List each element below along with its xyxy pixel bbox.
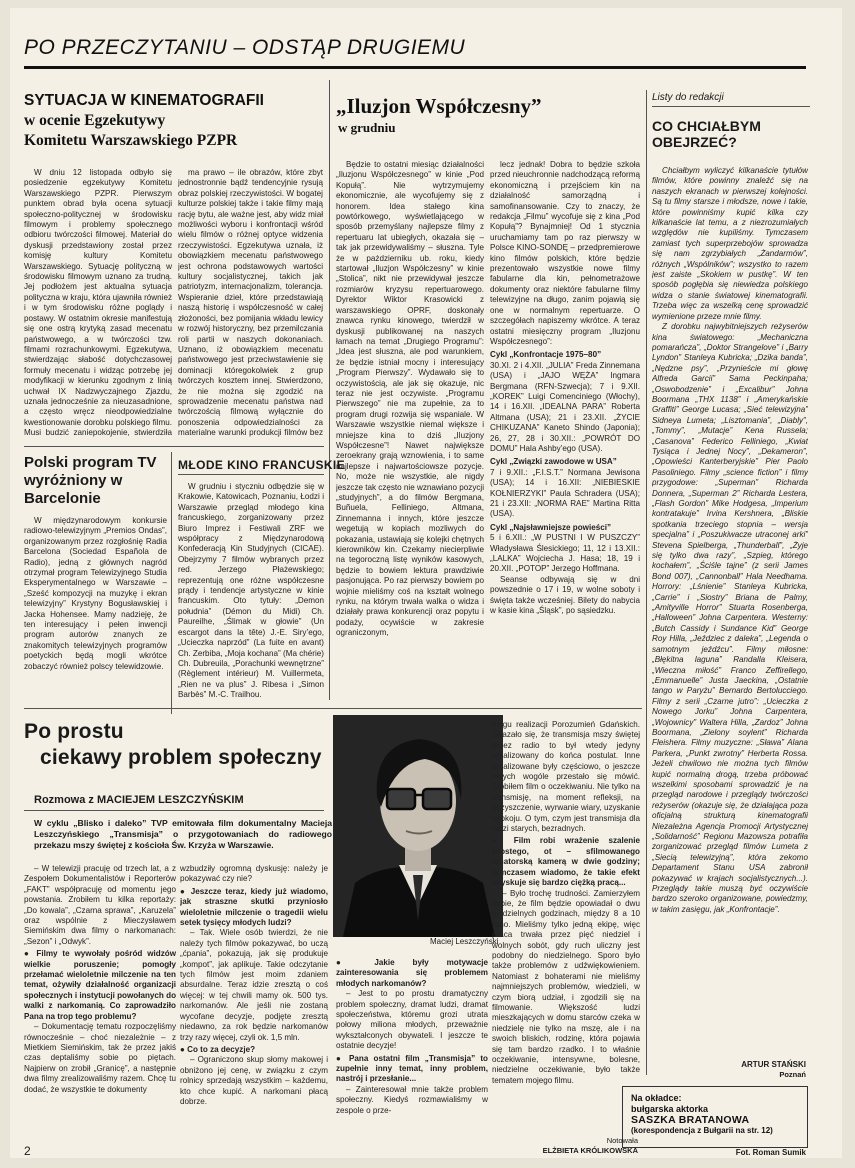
polski-title: Polski program TV wyróżniony w Barcelonie xyxy=(24,454,157,507)
interview-title: Po prostu xyxy=(24,720,124,743)
column-divider xyxy=(171,452,172,714)
caption-line: (korespondencja z Bułgarii na str. 12) xyxy=(631,1126,773,1135)
caption-actress-name: SASZKA BRATANOWA xyxy=(631,1114,750,1126)
kino-subtitle: Komitetu Warszawskiego PZPR xyxy=(24,132,238,149)
kino-column-1: W dniu 12 listopada odbyło się posiedzenie egzekutywy Komitetu Warszawskiego PZPR. Pierwszym punktem obrad była ocena sytuacji społeczno-politycznej w środowisku filmowym i problemy społecznego odbioru twórczości filmowej. Materiał do dyskusji przedstawiony został przez komisję kultury Komitetu Warszawskiego. Sytuację polityczną w środowisku filmowym uznano za trudną. Jej podłożem jest aktualna sytuacja polityczna w kraju, która ujawniła również i w tym środowisku różne poglądy i postawy. W ostatnim okresie manifestują się one ostrą krytyką zasad mecenatu państwowego, a w twórczości tzw. filmami rozrachunkowymi. Egzekutywa, stwierdzając słabość dotychczasowej formuły mecenatu i widząc potrzebę jej modyfikacji w kierunku zgodnym z linią uchwał IX Nadzwyczajnego Zjazdu, uznała jednocześnie za nieuzasadnione, a często wręcz nieodpowiedzialne kwestionowanie dorobku polskiego filmu. Musi budzić zaniepokojenie, stwierdziła xyxy=(24,168,172,438)
polski-text: W międzynarodowym konkursie radiowo-telewizyjnym „Premios Ondas”, organizowanym przez rozgłośnię Radia Barcelona (Sociedad Española de Radio), jedną z głównych nagród otrzymał program Telewizyjnego Studia Eksperymentalnego w Warszawie – „Sześć kompozycji na muzykę i ekran telewizyjny” Krystyny Bogusławskiej i Jacka Hohensee. Mamy nadzieję, że ten interesujący i pełen inwencji program autorów znanych ze znakomitych telewizyjnych programów poetyckich będą mogli wkrótce zobaczyć również polscy telewidzowie. xyxy=(24,516,167,671)
interview-title: ciekawy problem społeczny xyxy=(40,746,322,769)
listy-author: ARTUR STAŃSKI xyxy=(741,1060,806,1069)
interview-column-3: ● Jakie były motywacje zainteresowania się problemem młodych narkomanów? – Jest to po prostu dramatyczny problem społeczny, dramat ludzi, dramat społeczeństwa, któremu grozi utrata połowy miliona młodych, przeważnie wykształconych obywateli. I jeszcze te ostatnie decyzje! ● Pana ostatni film „Transmisja” to zupełnie inny temat, inny problem, nastrój i przesłanie... – Zainteresował mnie także problem społeczny. Kiedyś rozmawialiśmy w zespole o prze- xyxy=(336,956,488,1152)
caption-line: Na okładce: xyxy=(631,1093,682,1103)
listy-title: CO CHCIAŁBYM OBEJRZEĆ? xyxy=(652,118,761,150)
listy-label: Listy do redakcji xyxy=(652,92,724,103)
caption-line: bułgarska aktorka xyxy=(631,1104,709,1114)
listy-text: Chciałbym wyliczyć kilkanaście tytułów filmów, które powinny znaleźć się na naszych ekranach w pierwszej kolejności. Są tu filmy starsze i młodsze, nowe i takie, które powinniśmy kupić kilka czy kilkanaście lat temu, a z niezrozumiałych względów nie kupiliśmy. Tymczasem zamiast tych superprzebojów sprowadza się nam zgrzybiałych „Żandarmów”, różnych „Wspólników”; wszystko to razem jest zaiste „Skokiem w pustkę”. W ten sposób pogłębia się niewiedza polskiego widza o stanie światowej kinematografii. Trzeba więc za wszelką cenę sprowadzić wymienione przeze mnie filmy. Z dorobku najwybitniejszych reżyserów kina światowego: „Mechaniczna pomarańcza”, „Doktor Strangelove” i „Barry Lyndon” Stanleya Kubricka; „Dzika banda”, „Nędzne psy”, „Przynieście mi głowę Alfreda Garcii” Sama Peckinpaha; „Oswobodzenie” i „Excalibur” Johna Boormana „THX 1138” i „Amerykańskie Graffiti” George Lucasa; „Sieć telewizyjna” Sidneya Lumeta; „Lisztomania”, „Diably”, „Tommy”, „Mutacje” Kena Russela; „Casanova” Federico Felliniego, „Kwiat Tysiąca i Jednej Nocy”, „Dekameron”, „Opowieści Kanterberyjskie” Pier Paolo Pasoliniego. Filmy „science fiction” i filmy przygodowe: „Superman” Richarda Donnera, „Superman 2” Richarda Lestera, „Flash Gordon” Mike Hodgesa, „Imperium kontratakuje” Irvina Kershnera, „Bliskie spotkania trzeciego stopnia – wersja specjalna” i „Poszukiwacze utraconej arki” Stevena Spielberga, „Thunderball”, „Żyje się tylko dwa razy”, „Szpieg, którego kochałem”, „Ściśle tajne” (z serii James Bond 007), „Cannonball” Hala Needhama. Horrory: „Lśnienie” Stanleya Kubricka, „Carrie” i „Siostry” Briana de Palmy, „Amityville Horror” Stuarta Rosenberga, „Halloween” Johna Carpentera. Westerny: „Butch Cassidy i Sundance Kid” George Roy Hilla, „Jeździec z daleka”, „Legenda o samotnym jeźdźcu”. Filmy miłosne: „Błękitna laguna” Randalla Kleisera, „Wieczna miłość” Franco Zeffirellego, „Emmanuelle” Justa Jaeckina, „Ostatnie tango w Paryżu” Bernardo Bertolucciego. Filmy z serii „Czarne jutro”: „Ucieczka z Nowego Jorku” Johna Carpentera, „Wojownicy” Waltera Hilla, „Zardoz” Johna Boormana, „Zielony soylent” Richarda Fleishera. Filmy muzyczne: „Sława” Alana Parkera, „Punkt zwrotny” Herberta Rossa. Jeżeli chwilowo nie można tych filmów kupić normalną drogą, trzeba próbować wszelkimi sposobami sprowadzić je na przegląd narodowe i przeglądy twórczości reżyserów (okazuje się, że działająca poza oficjalną strukturą kinematografii Niezależna Agencja Promocji Artystycznej „Solidarność” Regionu Mazowsza potrafiła zorganizować przegląd filmów Lumeta z „Siecią telewizyjną”, która zekomo Departament Stanu USA zabronił pokazywać w krajach socjalistycznych...). Przeglądy takie muszą być oczywiście bardzo szeroko organizowane, powiedzmy, w takim zasięgu, jak „Konfrontacje”. xyxy=(652,166,808,914)
kino-column-2: ma prawo – ile obrazów, które zbyt jednostronnie bądź tendencyjnie rysują obraz polskiej rzeczywistości. W bogatej kulturze polskiej także i takie filmy mają rację bytu, ale ważne jest, aby widz miał możliwości wyboru i konfrontacji wśród wielu filmów o różnej optyce widzenia rzeczywistości. Egzekutywa uznała, iż obowiązkiem mecenatu państwowego jest ochrona podstawowych wartości kultury socjalistycznej, takich jak patriotyzm, internacjonalizm, tolerancja. Wspieranie dzieł, które przedstawiają naszą historię i współczesność w całej złożoności, bez pomijania wkładu lewicy w rozwój historyczny, bez przemilczania roli partii w naszych dokonaniach. Uznano, iż obowiązkiem mecenatu państwowego jest przeciwstawienie się dominacji któregokolwiek z grup twórczych kosztem innej. Stwierdzono, że nie można się zgodzić na sprowadzenie mecenatu państwa nad twórczością filmową wyłącznie do ponoszenia odpowiedzialności za materialne warunki produkcji filmów bez xyxy=(178,168,323,438)
page-header-title: PO PRZECZYTANIU – ODSTĄP DRUGIEMU xyxy=(24,36,466,59)
notowala-author: ELŻBIETA KRÓLIKOWSKA xyxy=(542,1146,638,1155)
listy-city: Poznań xyxy=(779,1070,806,1079)
caption-photo-credit: Fot. Roman Sumik xyxy=(735,1148,806,1157)
listy-divider xyxy=(652,106,810,107)
interview-column-2: wzbudziły ogromną dyskusję: należy je pokazywać czy nie? ● Jeszcze teraz, kiedy już wiadomo, jak straszne skutki przyniosło wieloletnie milczenie o tragedii wielu setek tysięcy młodych ludzi? – Tak. Wiele osób twierdzi, że nie należy tych filmów pokazywać, bo uczą „ćpania”, pokazują, jak się produkuje „kompot”, jak aplikuje. Takie odczytanie tych filmów jest moim zdaniem absurdalne. Teraz idzie zresztą o coś więcej: w tej chwili mamy ok. 500 tys. narkomanów. Ale jeśli nie zostaną wycofane decyzje, podjęte zresztą niedawno, za rok będzie narkomanów trzy razy więcej, czyli ok. 1,5 mln. ● Co to za decyzje? – Ograniczono skup słomy makowej i obniżono jej cenę, w związku z czym rolnicy sprzedają wszystkim – każdemu, kto chce kupić. A narkomani płacą dobrze. xyxy=(180,864,328,1154)
section-divider xyxy=(178,474,324,475)
mlode-title: MŁODE KINO FRANCUSKIE xyxy=(178,458,346,472)
kino-subtitle: w ocenie Egzekutywy xyxy=(24,112,166,129)
column-divider xyxy=(329,80,330,700)
page-number: 2 xyxy=(24,1144,31,1158)
mlode-text: W grudniu i styczniu odbędzie się w Krakowie, Katowicach, Poznaniu, Łodzi i Warszawie przegląd młodego kina francuskiego, zorganizowany przez Biuro Imprez i Festiwali ZRF we współpracy z Międzynarodową Konfederacją Kin Studyjnych (CICAE). Obejrzymy 7 filmów wybranych przez red. Jerzego Płażewskiego; reprezentują one różne współczesne prądy i tendencje artystyczne w kinie francuskim. Oto tytuły: „Demon południa” (Démon du Midi) Ch. Paureilhe, „Ślimak w głowie” (Un escargot dans la tête) J.-E. Siry’ego, „Ucieczka naprzód” (La fuite en avant) Ch. Zerbiba, „Moja kochana” (Ma chérie) Ch. Dubreuila, „Porachunki wewnętrzne” (Règlement intérieur) M. Vuillermeta, „Rien ne va plus” J. Ribesa i „Simon Barbès” M.-C. Trailhou. xyxy=(178,482,324,700)
section-divider xyxy=(24,446,324,447)
iluzjon-column-1: Będzie to ostatni miesiąc działalności „Iluzjonu Współczesnego” w kinie „Pod Kopułą”. Nie wytrzymujemy ekonomicznie, ale wycofujemy się z honorem. Idea stałego kina powtórkowego, wyświetlającego w sposób przemyślany najlepsze filmy z repertuaru lat ubiegłych, okazała się – tak jak przewidywaliśmy – słuszna. Tyle że w pażdzierniku ub. roku, kiedy startował „Iluzjon Współczesny” w kinie „Stolica”, nikt nie przewidywał jeszcze rozmiarów kryzysu repertuarowego. Dyrektor Wiktor Krasowicki z warszawskiego OPRF, doskonały znawca rynku kinowego, twierdził w dyskusji publikowanej na naszych łamach na temat „Drugiego Programu”: „Idea jest słuszna, ale pod warunkiem, że będzie istniał mocny i interesujący „Program Pierwszy”. Wydawało się to oczywistością, ale jak się okazuje, nic teraz nie jest oczywiste. „Programu Pierwszego” nie ma zupełnie, za to program drugi rozwija się wspaniale. W Warszawie wszystkie niemal większe i mniejsze kina to dziś „Iluzjony Współczesne”! Nawet największe zeroekrany grają wznowienia, i to same najlepsze i najwartościowsze pozycje. No, może nie wszystkie, ale nigdy jeszcze tak często nie wznawiano pozycji „studyjnych”, a do filmów Bergmana, Buñuela, Felliniego, Altmana, Zinnemanna i innych, które jeszcze wegetują w kopiach mozliwych do pokazania, ustawiają się kolejki chętnych kierowników kin. Czekamy niecierpliwie na tegoroczną listę wyników kasowych, będzie to bowiem lektura prawdziwie pasjonująca. Po raz pierwszy bowiem po wojnie mieliśmy coś na kształt wolnego rynku, na którym trwała walka o widza i działały prawa konkurencji oraz popytu i podaży, ocywiście w zakresie ograniczonym, xyxy=(336,160,484,638)
interview-column-1: – W telewizji pracuję od trzech lat, a z Zespołem Dokumentalistów i Reporterów „FAKT” współpracuję od momentu jego powstania. Zrobiłem tu kilka reportaży: „Do kowala”, „Czarna sprawa”, „Karuzela” oraz wspólnie z Mieczysławem Siemińskim dwa filmy o narkomanach: „Sezon” i „Odwyk”. ● Filmy te wywołały pośród widzów wielkie poruszenie; pomogły przełamać wieloletnie milczenie na ten temat, ożywiły działalność organizacji społecznych i instytucji powołanych do walki z narkomanią. Co zaprowadziło Pana na trop tego problemu? – Dokumentację tematu rozpoczęliśmy równocześnie – choć niezależnie – z Mietkiem Siemińskim, tak że przez jakiś czas deptaliśmy sobie po piętach. Najpierw on zrobił „Granicę”, a następnie dwa filmy zrealizowaliśmy razem. Chcę tu dodać, że wszystkie te dokumenty xyxy=(24,864,176,1154)
section-divider xyxy=(24,810,324,811)
section-divider xyxy=(24,708,642,709)
interview-column-4: biegu realizacji Porozumień Gdańskich. Okazało się, że transmisja mszy świętej przez radio to był wtedy jedyny zrealizowany do końca postulat. Inne zrealizowane były częściowo, o jeszcze innych wogóle przestało się mówić. Zrobiłem film o oczekiwaniu. Nie tylko na transmisję, na moment refleksji, na oczyszczenie, wyrwanie wiary, uzyskanie spokoju. O tym, czym jest transmisja dla ludzi starych, bezradnych. ● Film robi wrażenie szalenie prostego, ot – sfilmowanego amatorską kamerą w dwie godziny; tymczasem wiadomo, że takie efekt uzyskuje się bardzo ciężką pracą... – Było trochę trudności. Zamierzyłem sobie, że film będzie opowiadał o dwu niedzielnych godzinach, między 8 a 10 rano. Mieliśmy tylko jedną ekipę, więc praca trwała przez pięć niedziel i wolnych sobót, gdy ruch uliczny jest podobny do niedzielnego. Sporo było także problemów z udźwiękowieniem. Natomiast z bohaterami nie mieliśmy najmniejszych problemów, wiedzieli, w czym biorą udział, i zgodzili się na filmowanie. Większość ludzi mieszkających w domu starców czeka w niedzielę nie tylko na mszę, ale i na swoich bliskich, rodzinę, która pojawia się tam bardzo rzadko. I to właśnie oczekiwanie, intensywne, bolesne, niedzielne oczekiwanie, było także tematem mojego filmu. xyxy=(492,720,640,1132)
interview-lead: W cyklu „Blisko i daleko” TVP emitowała film dokumentalny Macieja Leszczyńskiego „Transmisja” o przygotowaniach do radiowego przekazu mszy świętej z kościoła Św. Krzyża w Warszawie. xyxy=(34,818,332,850)
cover-caption-box xyxy=(622,1086,808,1148)
header-rule xyxy=(24,66,806,69)
photo-caption: Maciej Leszczyński xyxy=(430,937,499,946)
iluzjon-title: „Iluzjon Współczesny” xyxy=(336,94,542,118)
iluzjon-column-2: lecz jednak! Dobra to będzie szkoła przed nieuchronnie nadchodzącą reformą ekonomiczną i przejściem kin na działalność samorządną i samofinansowanie. Czy to znaczy, że redakcja „Filmu” wycofuje się z kina „Pod Kopułą”? Bynajmniej! Od 1 stycznia uruchamiamy tam po raz pierwszy w Polsce KINO-SONDĘ – przedpremierowe kino filmów polskich, które będzie prezentowało wszystkie nowe filmy fabularne dla kin, pełnometrażowe dokumenty oraz niektóre fabularne filmy telewizyjne na długo, zanim pojawią się one w normalnym repertuarze. O szczegółach napiszemy wkrótce. A teraz ostatni miesięczny program „Iluzjonu Współczesnego”: Cykl „Konfrontacje 1975–80” 30.XI. 2 i 4.XII. „JULIA” Freda Zinnemana (USA) i „JAJO WĘŻA” Ingmara Bergmana (RFN-Szwecja); 7 i 9.XII. „KOREK” Luigi Comenciniego (Włochy), 14 i 16.XII. „IDEALNA PARA” Roberta Altmana (USA); 21 i 23.XII. „ŻYCIE CHIKUZANA” Kaneto Shindo (Japonia); 26, 27, 28 i 30.XII.: „POWRÓT DO DOMU” Hala Ashby’ego (USA). Cykl „Związki zawodowe w USA” 7 i 9.XII.: „F.I.S.T.” Normana Jewisona (USA); 14 i 16.XII: „NIEBIESKIE KOŁNIERZYKI” Paula Schradera (USA); 21 i 23.XII: „NORMA RAE” Martina Ritta (USA). Cykl „Najsławniejsze powieści” 5 i 6.XII.: „W PUSTNI I W PUSZCZY” Władysława Ślesickiego; 11, 12 i 13.XII.: „LALKA” Wojciecha J. Hasa; 18, 19 i 20.XII. „POTOP” Jerzego Hoffmana. Seanse odbywają się w dni powszednie o 17 i 19, w wolne soboty i święta także wcześniej. Bilety do nabycia w kasie kina „Śląsk”, po sąsiedzku. xyxy=(490,160,640,616)
interview-subtitle: Rozmowa z MACIEJEM LESZCZYŃSKIM xyxy=(34,794,244,806)
kino-title: SYTUACJA W KINEMATOGRAFII xyxy=(24,92,264,109)
iluzjon-subtitle: w grudniu xyxy=(338,120,396,135)
portrait-illustration xyxy=(333,715,503,937)
notowala-label: Notowała xyxy=(606,1136,638,1145)
portrait-photo xyxy=(333,715,503,937)
column-divider xyxy=(646,90,647,1075)
magazine-page xyxy=(10,8,842,1158)
